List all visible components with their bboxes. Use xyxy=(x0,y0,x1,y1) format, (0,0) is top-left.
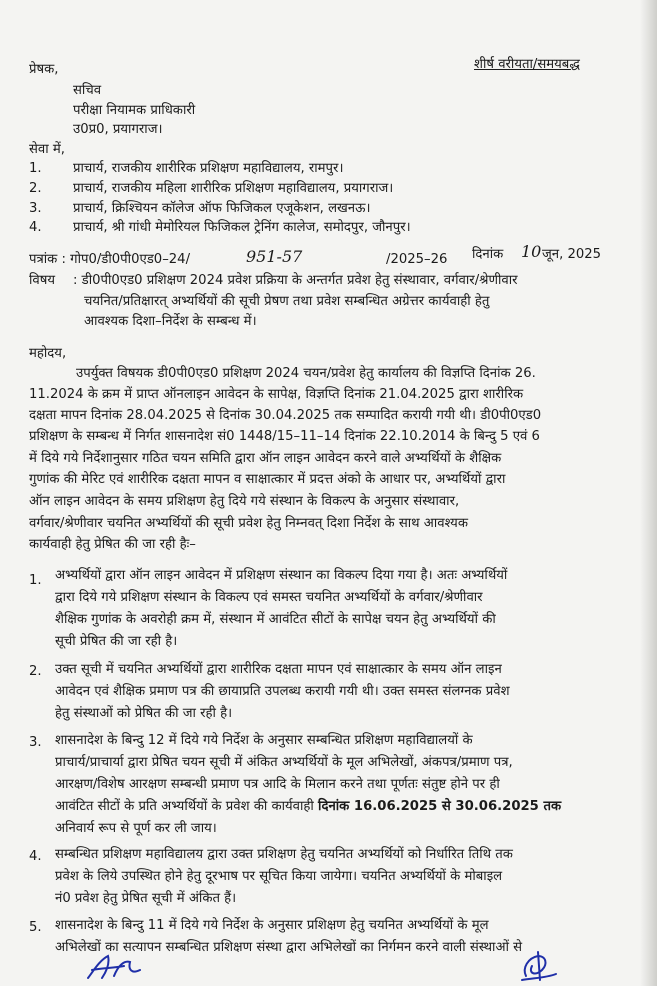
point-line: शासनादेश के बिन्दु 12 में दिये गये निर्देश के अनुसार सम्बन्धित प्रशिक्षण महाविद्यालयों के xyxy=(55,733,473,748)
point-line: शैक्षिक गुणांक के अवरोही क्रम में, संस्थान में आवंटित सीटों के सापेक्ष चयन हेतु अभ्यर्थियों की xyxy=(55,612,496,627)
reference-handwritten-number: 951-57 xyxy=(246,247,303,266)
point-line: आवेदन एवं शैक्षिक प्रमाण पत्र की छायाप्रति उपलब्ध करायी गयी थी। उक्त समस्त संलग्नक प्रवेश xyxy=(55,684,510,699)
recipient-number: 4. xyxy=(29,220,42,235)
recipient-address: प्राचार्य, श्री गांधी मेमोरियल फिजिकल ट्रेनिंग कालेज, समोदपुर, जौनपुर। xyxy=(73,220,411,235)
subject-line: आवश्यक दिशा–निर्देश के सम्बन्ध में। xyxy=(84,314,257,329)
point-line: द्वारा दिये गये प्रशिक्षण संस्थान के विकल्प एवं समस्त चयनित अभ्यर्थियों के वर्गवार/श्रेणीवार xyxy=(55,590,483,605)
sender-line: सचिव xyxy=(73,83,102,98)
point-line: आरक्षण/विशेष आरक्षण सम्बन्धी प्रमाण पत्र आदि के मिलान करने तथा पूर्णतः संतुष्ट होने पर ही xyxy=(55,777,500,792)
intro-line: गुणांक की मेरिट एवं शारीरिक दक्षता मापन व साक्षात्कार में प्रदत्त अंको के आधार पर, अभ्यर्थियों द्वारा xyxy=(29,472,506,487)
intro-line: उपर्युक्त विषयक डी0पी0एड0 प्रशिक्षण 2024 चयन/प्रवेश हेतु कार्यालय की विज्ञप्ति दिनांक 26. xyxy=(76,366,536,381)
salutation: महोदय, xyxy=(29,346,67,361)
date-rest: जून, 2025 xyxy=(542,247,602,262)
priority-tag: शीर्ष वरीयता/समयबद्ध xyxy=(474,57,580,72)
intro-line: प्रशिक्षण के सम्बन्ध में निर्गत शासनादेश सं0 1448/15–11–14 दिनांक 22.10.2014 के बिन्दु 5 एवं 6 xyxy=(29,429,540,444)
point-number: 1. xyxy=(29,573,42,588)
recipient-address: प्राचार्य, राजकीय महिला शारीरिक प्रशिक्षण महाविद्यालय, प्रयागराज। xyxy=(73,181,394,196)
sender-line: उ0प्र0, प्रयागराज। xyxy=(73,122,163,137)
recipient-number: 3. xyxy=(29,201,42,216)
recipient-address: प्राचार्य, क्रिश्चियन कॉलेज ऑफ फिजिकल एजूकेशन, लखनऊ। xyxy=(73,201,371,216)
recipient-address: प्राचार्य, राजकीय शारीरिक प्रशिक्षण महाविद्यालय, रामपुर। xyxy=(73,161,344,176)
point-line: सूची प्रेषित की जा रही है। xyxy=(55,634,178,649)
point-number: 5. xyxy=(29,920,42,935)
point-line: नं0 प्रवेश हेतु प्रेषित सूची में अंकित हैं। xyxy=(55,891,237,906)
intro-line: कार्यवाही हेतु प्रेषित की जा रही हैः– xyxy=(29,537,196,552)
reference-year: /2025–26 xyxy=(386,252,448,267)
point-line-with-dates xyxy=(55,799,561,815)
point-line: अभ्यर्थियों द्वारा ऑन लाइन आवेदन में प्रशिक्षण संस्थान का विकल्प दिया गया है। अतः अभ्यर्थियों xyxy=(55,568,508,583)
point-line: शासनादेश के बिन्दु 11 में दिये गये निर्देश के अनुसार प्रशिक्षण हेतु चयनित अभ्यर्थियों के मूल xyxy=(55,918,489,933)
point-line: प्राचार्य/प्राचार्या द्वारा प्रेषित चयन सूची में अंकित अभ्यर्थियों के मूल अभिलेखों, अंकपत्र/प्रमाण पत्र, xyxy=(55,755,513,770)
admission-date-range: दिनांक 16.06.2025 से 30.06.2025 तक xyxy=(318,799,562,814)
initials-signature-left xyxy=(84,952,144,984)
intro-line: 11.2024 के क्रम में प्राप्त ऑनलाइन आवेदन के सापेक्ष, विज्ञप्ति दिनांक 21.04.2025 द्वारा शारीरिक xyxy=(29,387,524,402)
sender-line: परीक्षा नियामक प्राधिकारी xyxy=(73,103,196,118)
intro-line: दक्षता मापन दिनांक 28.04.2025 से दिनांक 30.04.2025 तक सम्पादित करायी गयी थी। डी0पी0एड0 xyxy=(29,408,542,423)
subject-line: चयनित/प्रतिक्षारत् अभ्यर्थियों की सूची प्रेषण तथा प्रवेश सम्बन्धित अग्रेत्तर कार्यवाही हेतु xyxy=(84,294,490,309)
recipient-number: 2. xyxy=(29,181,42,196)
point-number: 4. xyxy=(29,849,42,864)
intro-line: ऑन लाइन आवेदन के समय प्रशिक्षण हेतु दिये गये संस्थान के विकल्प के अनुसार संस्थावार, xyxy=(29,494,460,509)
page-edge-shadow xyxy=(640,0,657,986)
recipient-number: 1. xyxy=(29,161,42,176)
date-handwritten-day: 10 xyxy=(521,242,542,261)
point-line: हेतु संस्थाओं को प्रेषित की जा रही है। xyxy=(55,706,233,721)
point-line: अभिलेखों का सत्यापन सम्बन्धित प्रशिक्षण संस्था द्वारा अभिलेखों का निर्गमन करने वाली संस्थाओं से xyxy=(55,940,523,955)
intro-line: में दिये गये निर्देशानुसार गठित चयन समिति द्वारा ऑन लाइन आवेदन करने वाले अभ्यर्थियों के शैक्षिक xyxy=(29,451,502,466)
recipients-label: सेवा में, xyxy=(29,142,65,157)
date-label: दिनांक xyxy=(472,247,504,262)
point-line: प्रवेश के लिये उपस्थित होने हेतु दूरभाष पर सूचित किया जायेगा। चयनित अभ्यर्थियों के मोबाइल xyxy=(55,869,503,884)
point-number: 3. xyxy=(29,735,42,750)
subject-line: : डी0पी0एड0 प्रशिक्षण 2024 प्रवेश प्रक्रिया के अन्तर्गत प्रवेश हेतु संस्थावार, वर्गवार/श्रेणीवार xyxy=(73,273,518,288)
reference-label: पत्रांक : गोप0/डी0पी0एड0–24/ xyxy=(29,252,191,267)
point-line: अनिवार्य रूप से पूर्ण कर ली जाय। xyxy=(55,821,217,836)
point-text: आवंटित सीटों के प्रति अभ्यर्थियों के प्रवेश की कार्यवाही xyxy=(55,799,319,814)
point-line: सम्बन्धित प्रशिक्षण महाविद्यालय द्वारा उक्त प्रशिक्षण हेतु चयनित अभ्यर्थियों को निर्धारित तिथि तक xyxy=(55,847,513,862)
subject-label: विषय xyxy=(29,273,56,288)
sender-label: प्रेषक, xyxy=(29,62,59,77)
intro-line: वर्गवार/श्रेणीवार चयनित अभ्यर्थियों की सूची प्रवेश हेतु निम्नवत् दिशा निर्देश के साथ आवश्यक xyxy=(29,516,468,531)
point-number: 2. xyxy=(29,664,42,679)
point-line: उक्त सूची में चयनित अभ्यर्थियों द्वारा शारीरिक दक्षता मापन एवं साक्षात्कार के समय ऑन लाइन xyxy=(55,662,502,677)
initials-signature-right xyxy=(516,950,560,984)
